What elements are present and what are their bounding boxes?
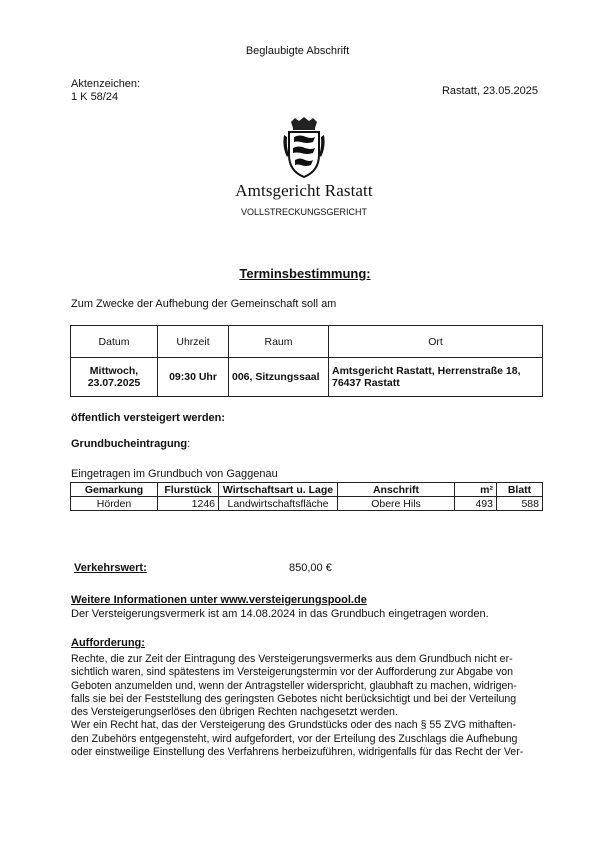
market-value-label: Verkehrswert: xyxy=(74,562,147,574)
market-value-amount: 850,00 € xyxy=(289,562,332,574)
land-parcel-table xyxy=(70,482,543,511)
court-name: Amtsgericht Rastatt xyxy=(235,181,373,200)
request-line: Geboten anzumelden und, wenn der Antragsteller widerspricht, glaubhaft zu machen, widrigen- xyxy=(71,679,517,692)
certified-copy-note: Beglaubigte Abschrift xyxy=(245,45,350,57)
intro-text: Zum Zwecke der Aufhebung der Gemeinschaft soll am xyxy=(71,298,337,310)
auction-room: 006, Sitzungssaal xyxy=(229,358,329,397)
request-line: oder einstweilige Einstellung des Verfahrens herbeizuführen, widrigenfalls für das Recht der Ver- xyxy=(71,746,524,759)
header-gemarkung: Gemarkung xyxy=(71,483,158,497)
cell-flurstueck: 1246 xyxy=(158,497,219,511)
land-register-heading xyxy=(71,438,190,450)
registration-note: Der Versteigerungsvermerk ist am 14.08.2024 in das Grundbuch eingetragen worden. xyxy=(71,608,489,620)
header-area: m² xyxy=(455,483,497,497)
auction-place-street: Amtsgericht Rastatt, Herrenstraße 18, xyxy=(332,365,521,377)
court-department: VOLLSTRECKUNGSGERICHT xyxy=(240,207,368,217)
header-place: Ort xyxy=(329,326,543,358)
auction-time: 09:30 Uhr xyxy=(158,358,229,397)
table-header-row xyxy=(71,326,543,358)
header-time: Uhrzeit xyxy=(158,326,229,358)
request-line: sichtlich waren, sind spätestens im Versteigerungstermin vor der Aufforderung zur Abgabe von xyxy=(71,666,514,679)
cell-anschrift: Obere Hils xyxy=(338,497,455,511)
more-info-link[interactable]: Weitere Informationen unter www.versteigerungspool.de xyxy=(71,594,367,606)
cell-wirtschaftsart: Landwirtschaftsfläche xyxy=(219,497,338,511)
header-blatt: Blatt xyxy=(497,483,543,497)
table-row xyxy=(71,497,543,511)
coat-of-arms-icon xyxy=(281,117,327,179)
cell-area: 493 xyxy=(455,497,497,511)
auction-date-table xyxy=(70,325,543,397)
header-wirtschaftsart: Wirtschaftsart u. Lage xyxy=(219,483,338,497)
header-date: Datum xyxy=(71,326,158,358)
cell-blatt: 588 xyxy=(497,497,543,511)
auction-statement: öffentlich versteigert werden: xyxy=(71,412,226,424)
auction-weekday: Mittwoch, xyxy=(89,365,139,377)
request-line: Rechte, die zur Zeit der Eintragung des Versteigerungsvermerks aus dem Grundbuch nicht er- xyxy=(71,653,513,665)
table-row xyxy=(71,358,543,397)
table-header-row xyxy=(71,483,543,497)
header-anschrift: Anschrift xyxy=(338,483,455,497)
request-body xyxy=(71,653,543,759)
land-register-label: Grundbucheintragung xyxy=(71,438,188,450)
request-line: den Zubehörs entgegensteht, wird aufgefordert, vor der Erteilung des Zuschlags die Aufhebung xyxy=(71,732,518,745)
land-register-colon: : xyxy=(187,438,191,450)
request-heading: Aufforderung: xyxy=(71,637,145,649)
cell-gemarkung: Hörden xyxy=(71,497,158,511)
auction-place-city: 76437 Rastatt xyxy=(332,377,400,389)
file-number-label: Aktenzeichen: xyxy=(71,78,141,90)
document-title: Terminsbestimmung: xyxy=(239,266,371,281)
request-line: Wer ein Recht hat, das der Versteigerung des Grundstücks oder des nach § 55 ZVG mithaften- xyxy=(71,719,516,732)
auction-date-value: 23.07.2025 xyxy=(87,377,141,389)
auction-place xyxy=(329,358,543,397)
header-room: Raum xyxy=(229,326,329,358)
request-line: des Versteigerungserlöses den übrigen Rechten nachgesetzt werden. xyxy=(71,706,398,719)
file-number: 1 K 58/24 xyxy=(71,91,119,103)
auction-date xyxy=(71,358,158,397)
header-flurstueck: Flurstück xyxy=(158,483,219,497)
request-line: falls sie bei der Feststellung des geringsten Gebotes nicht berücksichtigt und bei der Verteilung xyxy=(71,692,517,705)
land-register-text: Eingetragen im Grundbuch von Gaggenau xyxy=(71,468,278,480)
place-and-date: Rastatt, 23.05.2025 xyxy=(441,85,538,97)
